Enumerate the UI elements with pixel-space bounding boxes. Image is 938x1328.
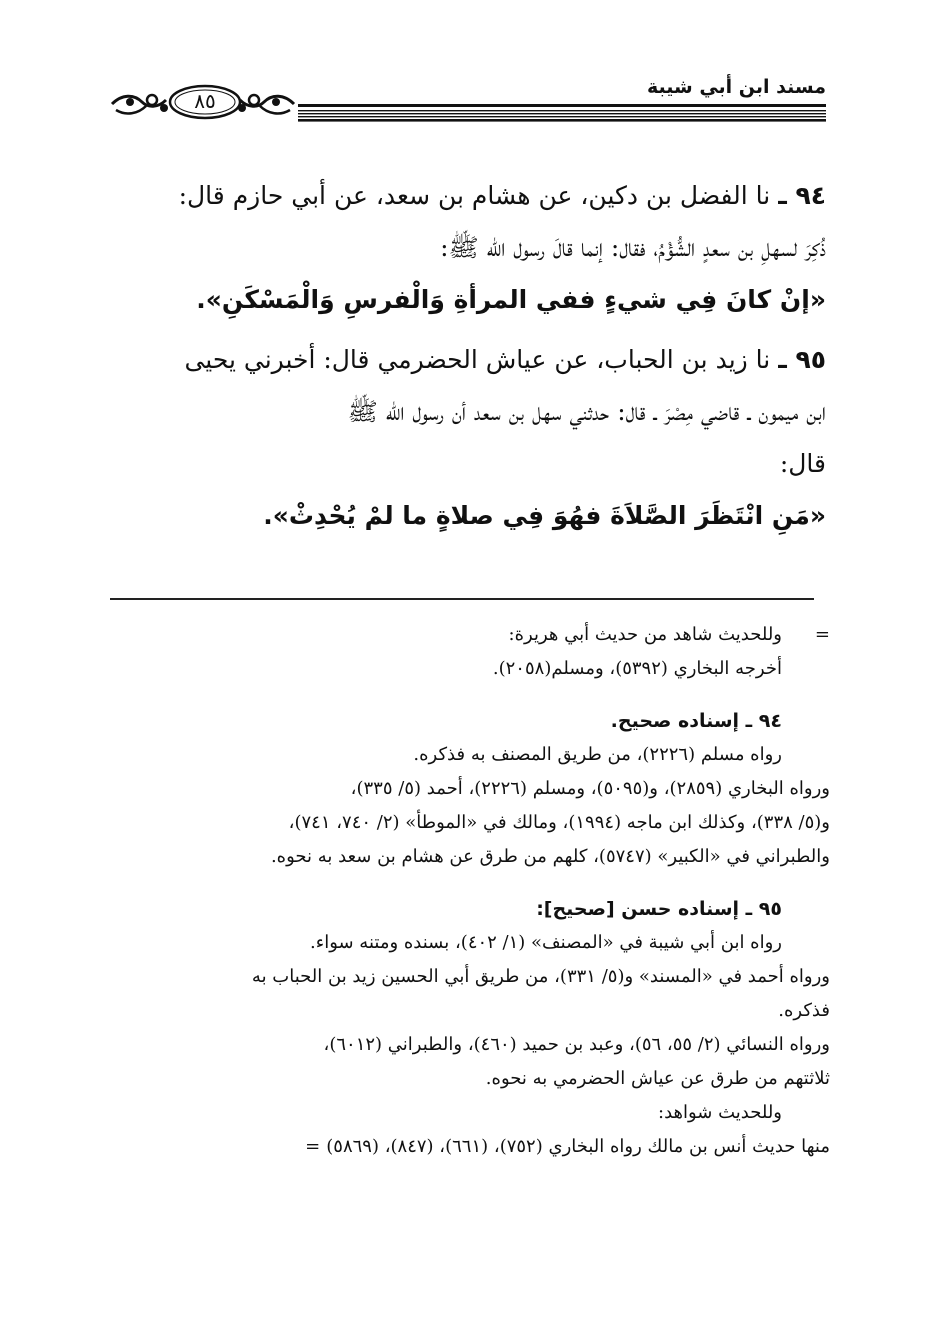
footnote-94-line-4: والطبراني في «الكبير» (٥٧٤٧)، كلهم من طرق عن هشام بن سعد به نحوه. [270, 846, 830, 867]
footnote-95-line-6: وللحديث شواهد: [658, 1102, 782, 1123]
footnote-95-line-2: ورواه أحمد في «المسند» و(٥/ ٣٣١)، من طريق أبي الحسين زيد بن الحباب به [251, 966, 830, 987]
footnote-95-line-3: فذكره. [778, 1000, 830, 1021]
footnote-95-line-4: ورواه النسائي (٢/ ٥٥، ٥٦)، وعبد بن حميد (٤٦٠)، والطبراني (٦٠١٢)، [323, 1034, 830, 1055]
footnote-95-line-5: ثلاثتهم من طرق عن عياش الحضرمي به نحوه. [485, 1068, 830, 1089]
footnote-94-line-2: ورواه البخاري (٢٨٥٩)، و(٥٠٩٥)، ومسلم (٢٢٢٦)، أحمد (٥/ ٣٣٥)، [350, 778, 830, 799]
hadith-94-number: ٩٤ ـ [778, 181, 826, 210]
page-header [108, 70, 826, 130]
footnote-94-heading: ٩٤ ـ إسناده صحيح. [610, 710, 782, 732]
footnote-prev-line-2: أخرجه البخاري (٥٣٩٢)، ومسلم(٢٠٥٨). [492, 658, 782, 679]
footnote-end-mark: = [305, 1136, 321, 1157]
footnotes [110, 618, 830, 1164]
hadith-95-quote: «مَنِ انْتَظَرَ الصَّلاَةَ فهُوَ فِي صلاةٍ ما لمْ يُحْدِثْ». [263, 501, 826, 530]
footnote-separator [110, 598, 814, 600]
hadith-95-line-3: قال: [779, 449, 826, 478]
book-title: مسند ابن أبي شيبة [646, 76, 826, 98]
main-text [110, 170, 826, 542]
footnote-94-line-1: رواه مسلم (٢٢٢٦)، من طريق المصنف به فذكره. [413, 744, 782, 765]
footnote-prev-line-1: وللحديث شاهد من حديث أبي هريرة: [508, 624, 782, 645]
footnote-continuation-mark: = [814, 624, 830, 645]
footnote-95-line-7: منها حديث أنس بن مالك رواه البخاري (٧٥٢)، (٦٦١)، (٨٤٧)، (٥٨٦٩)= [305, 1136, 830, 1157]
hadith-94-line-2: ذُكِرَ لسهلِ بن سعدٍ الشُّؤْمُ، فقال: إنما قالَ رسول الله ﷺ: [440, 233, 826, 262]
hadith-95-number: ٩٥ ـ [778, 345, 826, 374]
footnote-95-heading: ٩٥ ـ إسناده حسن [صحيح]: [536, 898, 782, 920]
page-number: ٨٥ [194, 89, 216, 113]
hadith-94-line-1: ٩٤ ـ نا الفضل بن دكين، عن هشام بن سعد، عن أبي حازم قال: [178, 181, 826, 210]
footnote-94-line-3: و(٥/ ٣٣٨)، وكذلك ابن ماجه (١٩٩٤)، ومالك في «الموطأ» (٢/ ٧٤٠، ٧٤١)، [288, 812, 830, 833]
footnote-95-line-1: رواه ابن أبي شيبة في «المصنف» (١/ ٤٠٢)، بسنده ومتنه سواء. [310, 932, 782, 953]
hadith-95-line-1: ٩٥ ـ نا زيد بن الحباب، عن عياش الحضرمي قال: أخبرني يحيى [184, 345, 826, 374]
hadith-95-line-2: ابن ميمون ـ قاضي مِصْرَ ـ قال: حدثني سهل بن سعد أن رسول الله ﷺ [347, 397, 826, 426]
hadith-94-quote: «إنْ كانَ فِي شيءٍ ففي المرأةِ وَالْفرسِ وَالْمَسْكَنِ». [196, 285, 826, 314]
header-rule [298, 104, 826, 122]
